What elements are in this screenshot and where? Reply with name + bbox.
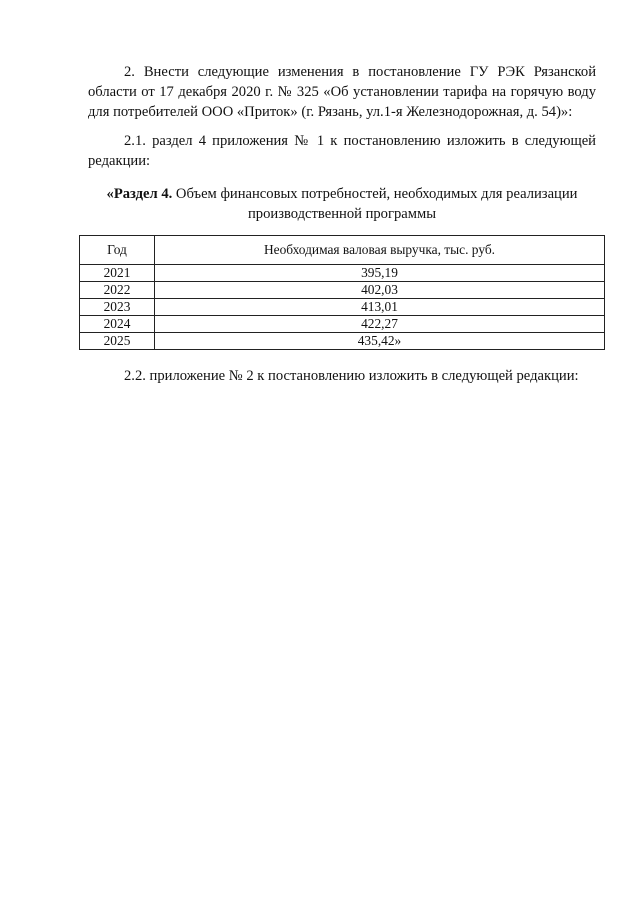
table-row [80,299,605,316]
cell-year: 2021 [80,265,155,282]
table-row [80,265,605,282]
revenue-table [79,235,605,350]
table-row [80,316,605,333]
paragraph-item-2-2: 2.2. приложение № 2 к постановлению изложить в следующей редакции: [124,368,579,384]
section-heading [88,184,596,224]
section-title: Объем финансовых потребностей, необходимых для реализации производственной программы [172,186,578,222]
paragraph-item-2-1: 2.1. раздел 4 приложения № 1 к постановлению изложить в следующей редакции: [88,133,596,169]
header-revenue: Необходимая валовая выручка, тыс. руб. [155,236,605,265]
cell-year: 2023 [80,299,155,316]
header-year: Год [80,236,155,265]
cell-revenue: 435,42» [155,333,605,350]
table-header-row [80,236,605,265]
cell-revenue: 413,01 [155,299,605,316]
cell-year: 2025 [80,333,155,350]
cell-year: 2022 [80,282,155,299]
cell-revenue: 402,03 [155,282,605,299]
cell-revenue: 422,27 [155,316,605,333]
cell-revenue: 395,19 [155,265,605,282]
section-label: «Раздел 4. [106,186,173,202]
table-row [80,282,605,299]
cell-year: 2024 [80,316,155,333]
paragraph-item-2: 2. Внести следующие изменения в постановление ГУ РЭК Рязанской области от 17 декабря 2020 г. № 325 «Об установлении тарифа на горячую воду для потребителей ООО «Приток» (г. Рязань, ул.1-я Железнодорожная, д. 54)»: [88,64,596,120]
table-row [80,333,605,350]
